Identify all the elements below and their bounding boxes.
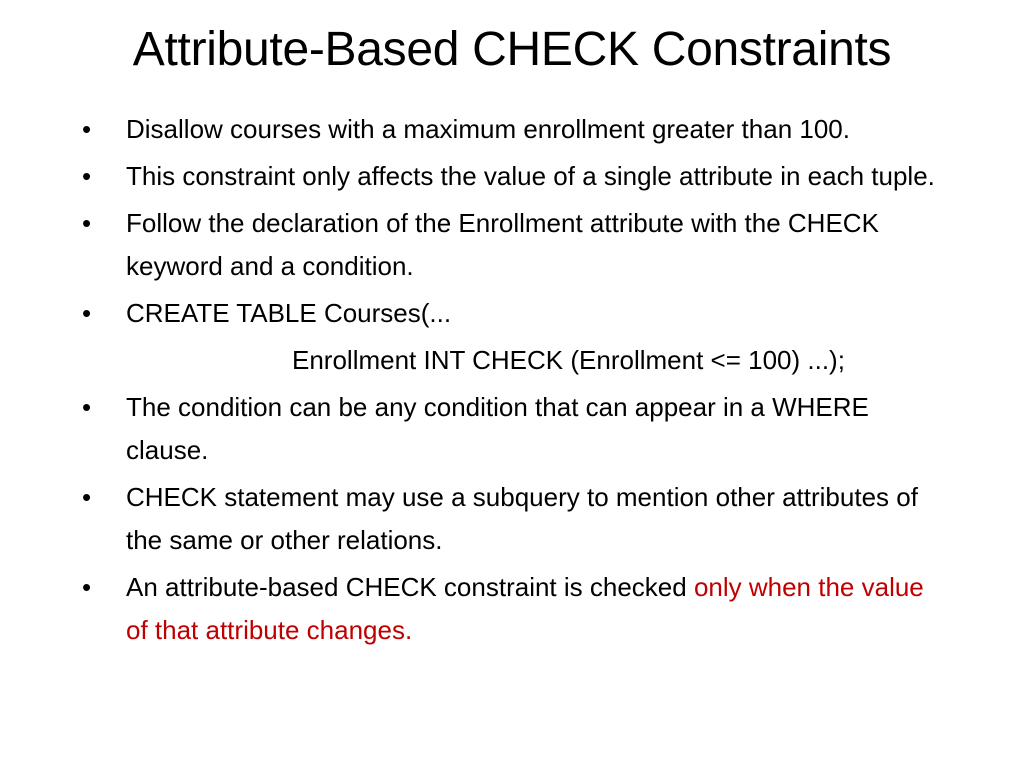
bullet-icon: • (82, 208, 92, 238)
sql-code-line (82, 339, 952, 382)
bullet-text: Follow the declaration of the Enrollment attribute with the CHECK keyword and a condition. (126, 208, 879, 281)
highlighted-text: only when the value of that attribute changes. (126, 572, 924, 645)
bullet-icon: • (82, 482, 92, 512)
bullet-icon: • (82, 392, 92, 422)
bullet-icon: • (82, 572, 92, 602)
bullet-item (82, 292, 952, 335)
bullet-text: The condition can be any condition that can appear in a WHERE clause. (126, 392, 869, 465)
bullet-icon: • (82, 114, 92, 144)
bullet-text: CHECK statement may use a subquery to mention other attributes of the same or other relations. (126, 482, 918, 555)
bullet-item (82, 566, 952, 652)
bullet-text: CREATE TABLE Courses(... (126, 298, 452, 328)
bullet-icon: • (82, 298, 92, 328)
bullet-item (82, 476, 952, 562)
bullet-text (126, 572, 924, 645)
bullet-list (82, 108, 952, 656)
bullet-icon: • (82, 161, 92, 191)
bullet-item (82, 202, 952, 288)
bullet-text: This constraint only affects the value of a single attribute in each tuple. (126, 161, 935, 191)
sql-code-text: Enrollment INT CHECK (Enrollment <= 100) ...); (292, 345, 845, 375)
bullet-text-plain: An attribute-based CHECK constraint is checked (126, 572, 694, 602)
bullet-item (82, 155, 952, 198)
bullet-text: Disallow courses with a maximum enrollment greater than 100. (126, 114, 850, 144)
bullet-item (82, 386, 952, 472)
bullet-item (82, 108, 952, 151)
slide-title: Attribute-Based CHECK Constraints (132, 23, 892, 76)
